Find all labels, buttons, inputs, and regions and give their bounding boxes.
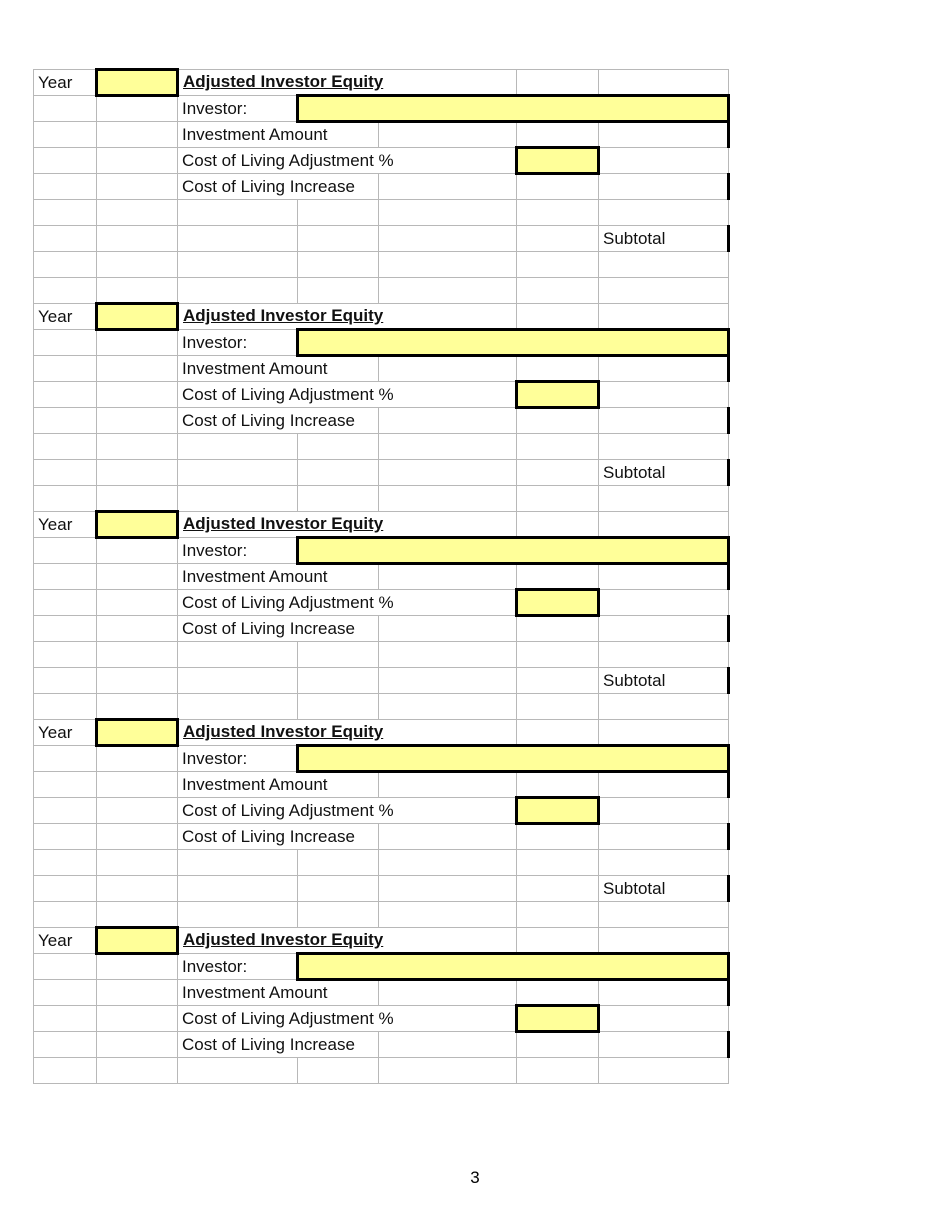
sheet-row	[34, 434, 729, 460]
sheet-row	[34, 538, 729, 564]
cell	[379, 824, 517, 850]
cell	[517, 70, 599, 96]
investment-amount-total	[599, 772, 729, 798]
coli-value	[517, 616, 599, 642]
sheet-row	[34, 174, 729, 200]
investor-input[interactable]	[298, 954, 729, 980]
investment-amount-value	[517, 980, 599, 1006]
cell	[97, 902, 178, 928]
spreadsheet-grid	[33, 68, 730, 1084]
year-label: Year	[34, 304, 97, 330]
sheet-row	[34, 668, 729, 694]
coli-value	[517, 1032, 599, 1058]
investor-label: Investor:	[178, 538, 298, 564]
cell	[298, 876, 379, 902]
cell	[298, 486, 379, 512]
cost-of-living-increase-label: Cost of Living Increase	[178, 616, 379, 642]
cola-percent-label: Cost of Living Adjustment %	[178, 382, 517, 408]
investor-input[interactable]	[298, 538, 729, 564]
cell	[379, 850, 517, 876]
cell	[517, 200, 599, 226]
cola-percent-input[interactable]	[517, 1006, 599, 1032]
cell	[379, 668, 517, 694]
year-label: Year	[34, 512, 97, 538]
cell	[34, 1032, 97, 1058]
sheet-row	[34, 590, 729, 616]
cell	[34, 408, 97, 434]
sheet-row	[34, 798, 729, 824]
investment-amount-value	[517, 122, 599, 148]
sheet-row	[34, 70, 729, 96]
cell	[517, 434, 599, 460]
cell	[517, 226, 599, 252]
investment-amount-label: Investment Amount	[178, 980, 379, 1006]
cell	[97, 200, 178, 226]
sheet-row	[34, 824, 729, 850]
year-label: Year	[34, 70, 97, 96]
cell	[599, 200, 729, 226]
investment-amount-label: Investment Amount	[178, 564, 379, 590]
sheet-row	[34, 512, 729, 538]
cell	[178, 668, 298, 694]
cell	[34, 798, 97, 824]
cost-of-living-increase-label: Cost of Living Increase	[178, 1032, 379, 1058]
cell	[517, 486, 599, 512]
cell	[599, 850, 729, 876]
section-title: Adjusted Investor Equity	[178, 720, 517, 746]
sheet-row	[34, 304, 729, 330]
year-label: Year	[34, 720, 97, 746]
cell	[517, 642, 599, 668]
cell	[97, 798, 178, 824]
cell	[34, 122, 97, 148]
cell	[97, 1032, 178, 1058]
cell	[298, 902, 379, 928]
cost-of-living-increase-label: Cost of Living Increase	[178, 824, 379, 850]
coli-value	[517, 408, 599, 434]
cell	[379, 642, 517, 668]
sheet-row	[34, 200, 729, 226]
coli-total	[599, 824, 729, 850]
sheet-row	[34, 694, 729, 720]
cell	[97, 460, 178, 486]
section-title: Adjusted Investor Equity	[178, 70, 517, 96]
cell	[34, 980, 97, 1006]
cell	[379, 1032, 517, 1058]
cell	[298, 460, 379, 486]
cell	[97, 590, 178, 616]
cell	[599, 902, 729, 928]
cell	[34, 642, 97, 668]
investor-input[interactable]	[298, 746, 729, 772]
investor-label: Investor:	[178, 96, 298, 122]
cell	[97, 746, 178, 772]
cell	[599, 382, 729, 408]
cell	[178, 226, 298, 252]
cell	[599, 512, 729, 538]
cola-percent-label: Cost of Living Adjustment %	[178, 1006, 517, 1032]
sheet-row	[34, 226, 729, 252]
investment-amount-label: Investment Amount	[178, 356, 379, 382]
sheet-row	[34, 954, 729, 980]
cell	[379, 434, 517, 460]
cell	[97, 772, 178, 798]
cell	[97, 96, 178, 122]
cell	[178, 278, 298, 304]
cell	[379, 486, 517, 512]
cell	[599, 1058, 729, 1084]
cost-of-living-increase-label: Cost of Living Increase	[178, 174, 379, 200]
cell	[379, 876, 517, 902]
cell	[379, 174, 517, 200]
cell	[34, 1006, 97, 1032]
cell	[97, 252, 178, 278]
cell	[379, 200, 517, 226]
cell	[178, 1058, 298, 1084]
investment-amount-total	[599, 564, 729, 590]
cell	[34, 252, 97, 278]
cell	[97, 356, 178, 382]
sheet-row	[34, 382, 729, 408]
cell	[34, 460, 97, 486]
cola-percent-input[interactable]	[517, 148, 599, 174]
cell	[97, 408, 178, 434]
cell	[298, 694, 379, 720]
sheet-row	[34, 460, 729, 486]
cell	[599, 70, 729, 96]
cell	[298, 200, 379, 226]
cell	[599, 252, 729, 278]
investment-amount-label: Investment Amount	[178, 772, 379, 798]
sheet-row	[34, 330, 729, 356]
cell	[178, 850, 298, 876]
cell	[34, 564, 97, 590]
cell	[97, 226, 178, 252]
sheet-row	[34, 122, 729, 148]
investor-label: Investor:	[178, 954, 298, 980]
cell	[178, 876, 298, 902]
cell	[97, 824, 178, 850]
investor-label: Investor:	[178, 746, 298, 772]
cell	[97, 330, 178, 356]
cell	[379, 356, 517, 382]
cell	[34, 876, 97, 902]
cell	[517, 876, 599, 902]
cell	[599, 642, 729, 668]
cell	[97, 850, 178, 876]
cell	[379, 226, 517, 252]
cell	[97, 564, 178, 590]
cell	[34, 382, 97, 408]
sheet-row	[34, 746, 729, 772]
cell	[599, 148, 729, 174]
cola-percent-input[interactable]	[517, 798, 599, 824]
investment-amount-label: Investment Amount	[178, 122, 379, 148]
cell	[34, 148, 97, 174]
cell	[34, 538, 97, 564]
cell	[34, 356, 97, 382]
coli-total	[599, 174, 729, 200]
cell	[34, 694, 97, 720]
cell	[97, 382, 178, 408]
cell	[34, 226, 97, 252]
cell	[298, 434, 379, 460]
cell	[97, 486, 178, 512]
cola-percent-label: Cost of Living Adjustment %	[178, 798, 517, 824]
cell	[178, 434, 298, 460]
sheet-row	[34, 980, 729, 1006]
sheet-row	[34, 1032, 729, 1058]
sheet-row	[34, 96, 729, 122]
cell	[178, 200, 298, 226]
cell	[379, 694, 517, 720]
investment-amount-total	[599, 122, 729, 148]
year-input[interactable]	[97, 512, 178, 538]
cell	[34, 954, 97, 980]
cell	[34, 1058, 97, 1084]
cell	[97, 174, 178, 200]
cell	[517, 668, 599, 694]
sheet-row	[34, 720, 729, 746]
year-input[interactable]	[97, 304, 178, 330]
coli-total	[599, 616, 729, 642]
cell	[34, 616, 97, 642]
cell	[178, 642, 298, 668]
sheet-row	[34, 642, 729, 668]
cell	[517, 278, 599, 304]
cell	[298, 1058, 379, 1084]
investment-amount-value	[517, 356, 599, 382]
sheet-row	[34, 278, 729, 304]
cell	[34, 174, 97, 200]
cell	[517, 512, 599, 538]
investor-input[interactable]	[298, 96, 729, 122]
cell	[97, 876, 178, 902]
cell	[34, 434, 97, 460]
year-input[interactable]	[97, 70, 178, 96]
cell	[97, 642, 178, 668]
cell	[599, 1006, 729, 1032]
sheet-row	[34, 408, 729, 434]
sheet-row	[34, 356, 729, 382]
cell	[517, 902, 599, 928]
cell	[97, 694, 178, 720]
investor-input[interactable]	[298, 330, 729, 356]
cell	[34, 590, 97, 616]
cell	[97, 616, 178, 642]
cell	[34, 486, 97, 512]
sheet-row	[34, 486, 729, 512]
sheet-row	[34, 1058, 729, 1084]
cost-of-living-increase-label: Cost of Living Increase	[178, 408, 379, 434]
cell	[517, 252, 599, 278]
cell	[599, 928, 729, 954]
subtotal-label: Subtotal	[599, 668, 729, 694]
investment-amount-value	[517, 772, 599, 798]
cell	[34, 200, 97, 226]
cell	[97, 148, 178, 174]
subtotal-label: Subtotal	[599, 226, 729, 252]
cell	[599, 720, 729, 746]
cell	[34, 902, 97, 928]
section-title: Adjusted Investor Equity	[178, 512, 517, 538]
investment-amount-total	[599, 356, 729, 382]
cell	[97, 980, 178, 1006]
cell	[517, 1058, 599, 1084]
year-label: Year	[34, 928, 97, 954]
investment-amount-total	[599, 980, 729, 1006]
cell	[178, 460, 298, 486]
cell	[178, 694, 298, 720]
cell	[97, 668, 178, 694]
cell	[517, 304, 599, 330]
cell	[517, 694, 599, 720]
coli-value	[517, 174, 599, 200]
sheet-row	[34, 148, 729, 174]
cell	[517, 460, 599, 486]
cell	[97, 954, 178, 980]
sheet-row	[34, 902, 729, 928]
cell	[517, 928, 599, 954]
cell	[298, 226, 379, 252]
cell	[379, 252, 517, 278]
cell	[298, 668, 379, 694]
cell	[34, 772, 97, 798]
cell	[379, 278, 517, 304]
cell	[97, 1006, 178, 1032]
year-input[interactable]	[97, 720, 178, 746]
cell	[178, 902, 298, 928]
cell	[379, 408, 517, 434]
cell	[298, 642, 379, 668]
cell	[379, 616, 517, 642]
coli-total	[599, 1032, 729, 1058]
sheet-row	[34, 564, 729, 590]
cell	[178, 252, 298, 278]
cell	[599, 798, 729, 824]
cell	[34, 330, 97, 356]
sheet-row	[34, 1006, 729, 1032]
coli-value	[517, 824, 599, 850]
cell	[379, 564, 517, 590]
sheet-row	[34, 252, 729, 278]
cell	[97, 434, 178, 460]
cell	[517, 850, 599, 876]
sheet-row	[34, 928, 729, 954]
cell	[599, 590, 729, 616]
cell	[97, 278, 178, 304]
investor-label: Investor:	[178, 330, 298, 356]
subtotal-label: Subtotal	[599, 460, 729, 486]
cell	[97, 122, 178, 148]
cell	[379, 122, 517, 148]
investment-amount-value	[517, 564, 599, 590]
cell	[379, 460, 517, 486]
coli-total	[599, 408, 729, 434]
section-title: Adjusted Investor Equity	[178, 928, 517, 954]
cola-percent-input[interactable]	[517, 590, 599, 616]
sheet-row	[34, 616, 729, 642]
cell	[599, 304, 729, 330]
cell	[34, 850, 97, 876]
cell	[298, 252, 379, 278]
cola-percent-label: Cost of Living Adjustment %	[178, 590, 517, 616]
cell	[34, 746, 97, 772]
cola-percent-label: Cost of Living Adjustment %	[178, 148, 517, 174]
cell	[97, 538, 178, 564]
sheet-row	[34, 876, 729, 902]
cell	[178, 486, 298, 512]
cell	[599, 278, 729, 304]
year-input[interactable]	[97, 928, 178, 954]
cell	[34, 278, 97, 304]
cola-percent-input[interactable]	[517, 382, 599, 408]
sheet-row	[34, 850, 729, 876]
subtotal-label: Subtotal	[599, 876, 729, 902]
section-title: Adjusted Investor Equity	[178, 304, 517, 330]
cell	[34, 668, 97, 694]
cell	[298, 278, 379, 304]
cell	[379, 980, 517, 1006]
cell	[34, 96, 97, 122]
cell	[379, 902, 517, 928]
cell	[517, 720, 599, 746]
cell	[97, 1058, 178, 1084]
cell	[34, 824, 97, 850]
cell	[298, 850, 379, 876]
page-number: 3	[470, 1168, 480, 1187]
cell	[379, 1058, 517, 1084]
cell	[379, 772, 517, 798]
cell	[599, 434, 729, 460]
cell	[599, 486, 729, 512]
sheet-row	[34, 772, 729, 798]
cell	[599, 694, 729, 720]
